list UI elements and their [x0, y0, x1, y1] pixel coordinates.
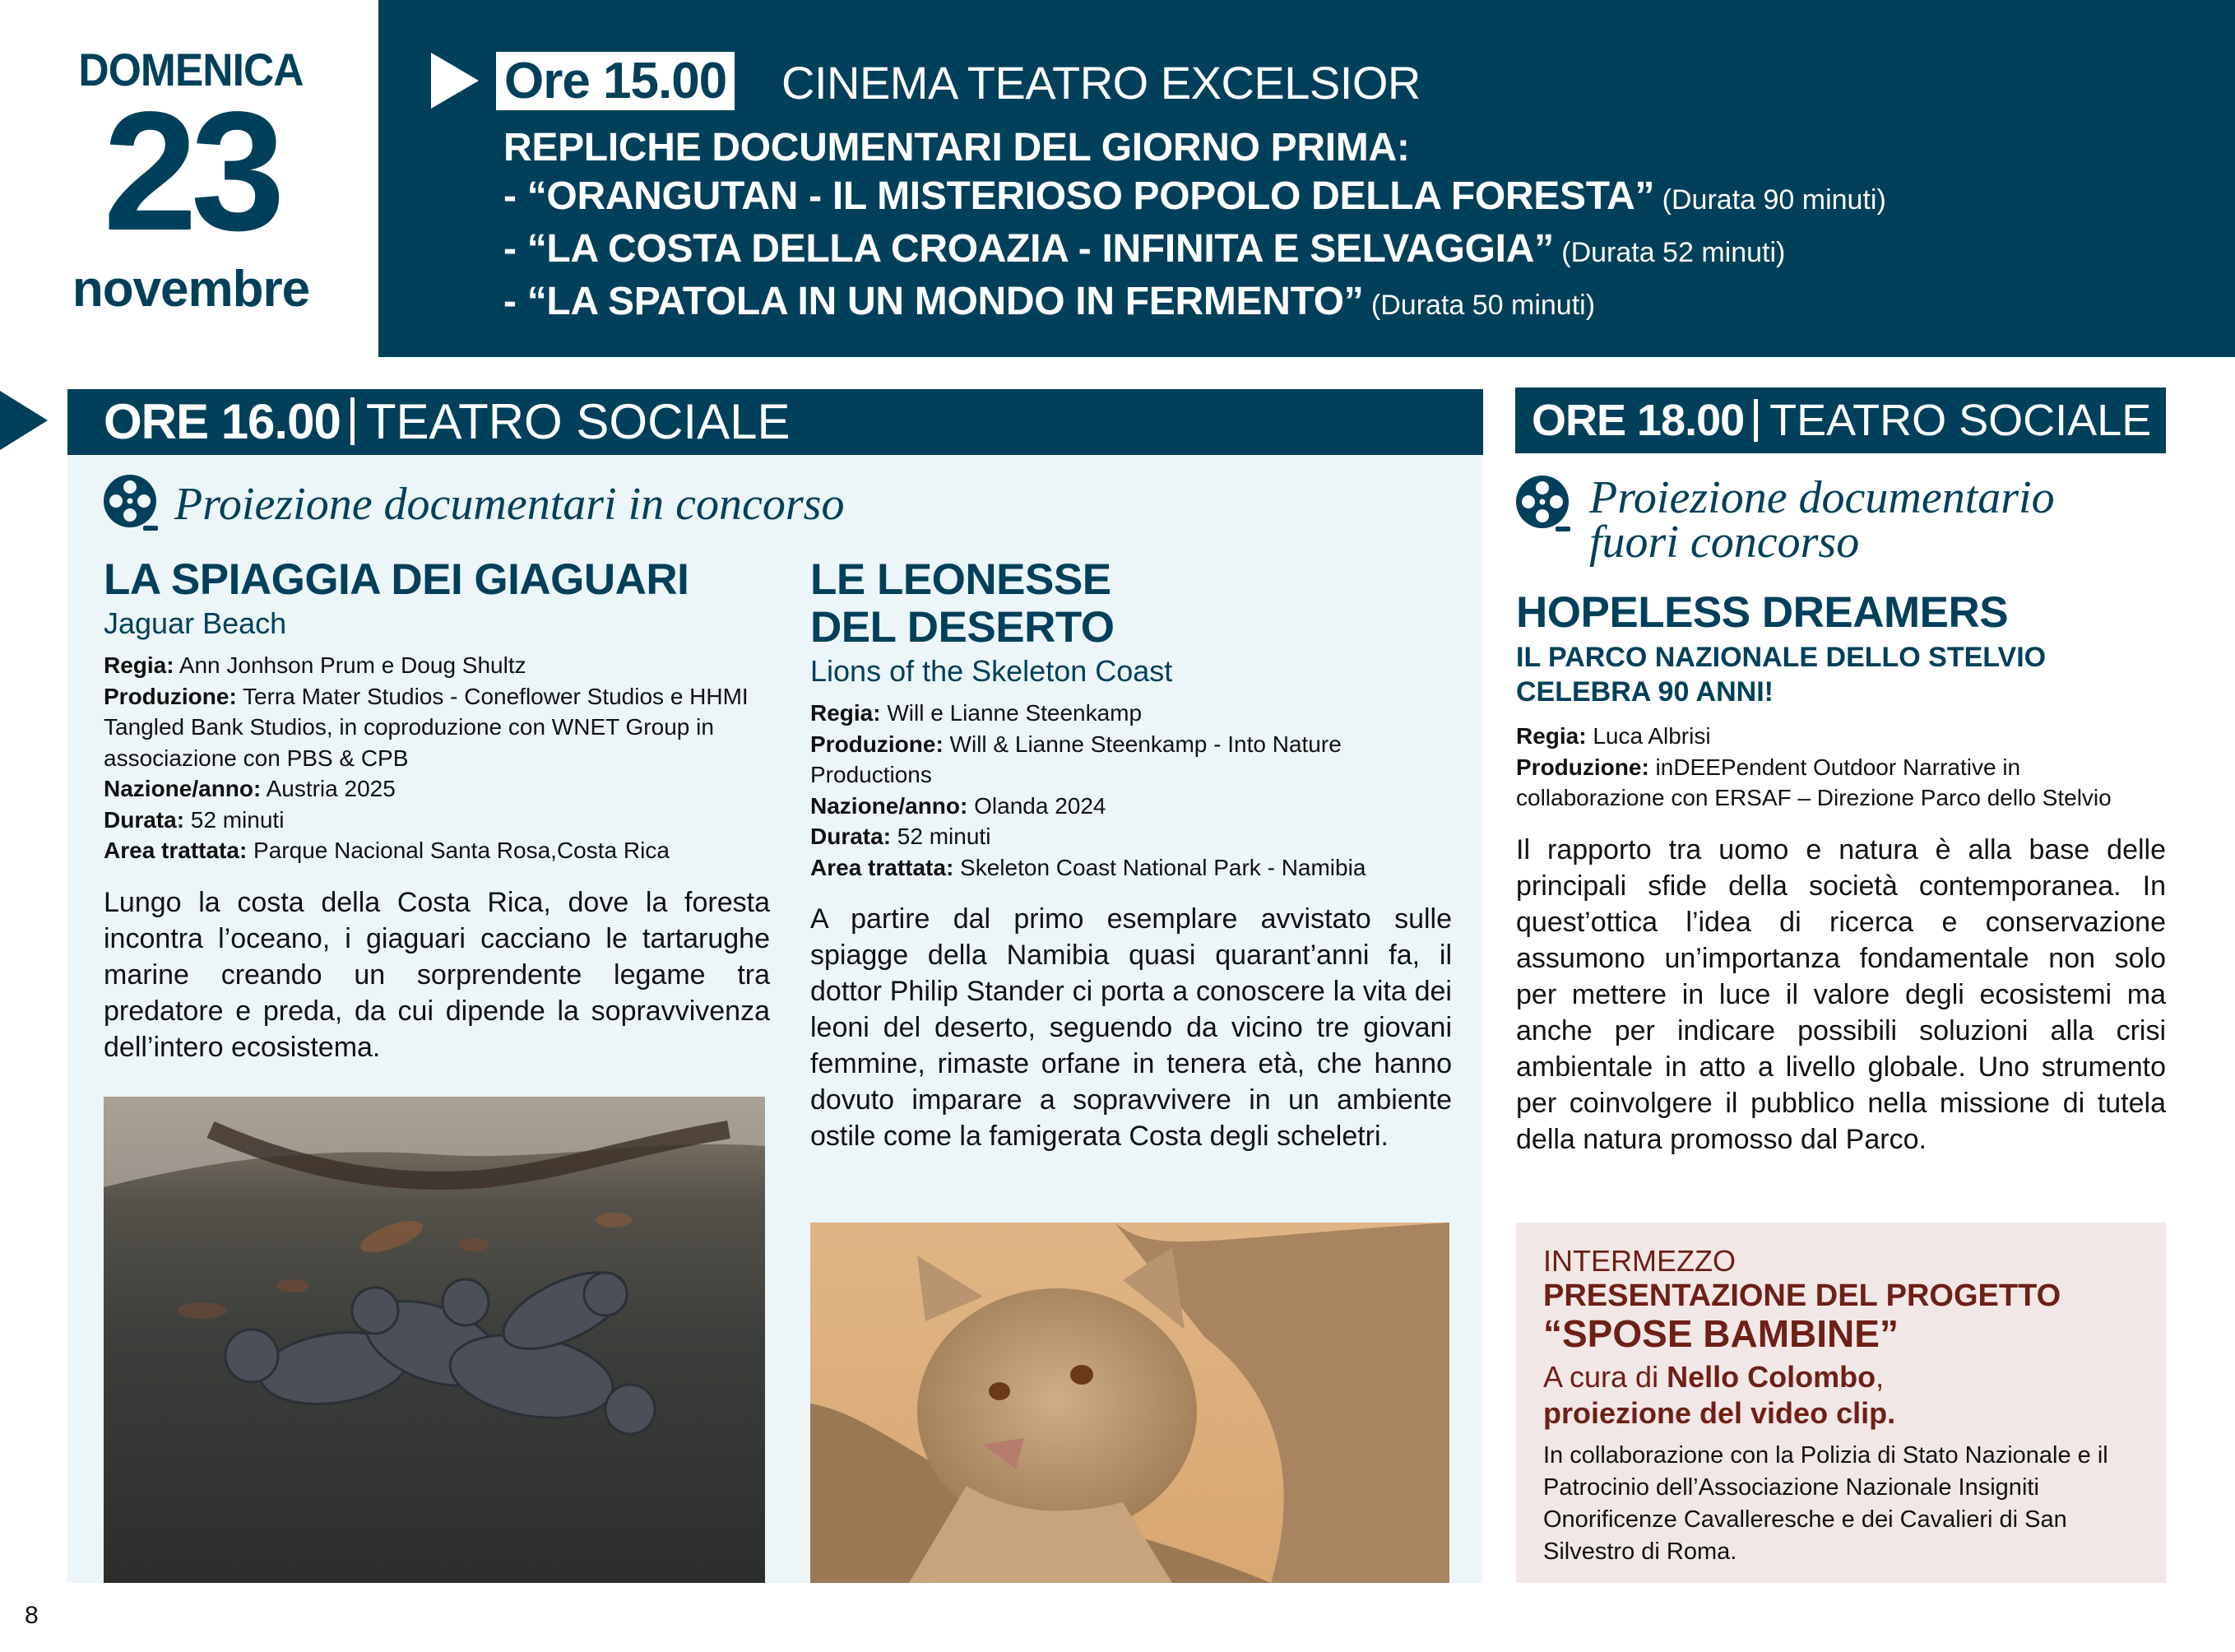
play-arrow-icon — [431, 53, 479, 109]
replay-duration: (Durata 52 minuti) — [1553, 237, 1786, 268]
meta-value: Olanda 2024 — [967, 792, 1106, 819]
film-subtitle — [1516, 640, 2166, 709]
meta-value: Parque Nacional Santa Rosa,Costa Rica — [247, 838, 670, 863]
replays-venue: CINEMA TEATRO EXCELSIOR — [781, 57, 1421, 109]
film-card-hopeless-dreamers — [1516, 589, 2166, 1158]
replay-title: ORANGUTAN - IL MISTERIOSO POPOLO DELLA FORESTA — [546, 174, 1635, 218]
film-title: HOPELESS DREAMERS — [1516, 588, 2009, 637]
turtle-hatchlings-image — [104, 1097, 765, 1583]
replay-title: LA SPATOLA IN UN MONDO IN FERMENTO — [546, 280, 1344, 323]
replay-duration: (Durata 90 minuti) — [1654, 184, 1886, 216]
film-title-line: DEL DESERTO — [810, 603, 1115, 652]
date-day-number: 23 — [103, 77, 279, 266]
meta-produzione — [104, 681, 770, 774]
meta-label: Produzione: — [810, 731, 944, 757]
category-line: Proiezione documentario — [1589, 472, 2055, 523]
film-meta — [1516, 721, 2166, 814]
meta-value: 52 minuti — [891, 824, 991, 849]
meta-value: Terra Mater Studios - Coneflower Studios e HHMI Tangled Bank Studios, in coproduzione con WNET Group in associazione con PBS & CPB — [104, 683, 749, 771]
film-reel-icon — [104, 475, 158, 531]
intermezzo-box — [1516, 1223, 2166, 1583]
meta-label: Area trattata: — [810, 854, 954, 880]
replay-item — [503, 172, 1886, 225]
meta-area — [810, 852, 1452, 884]
photo-sea-turtles — [104, 1097, 765, 1583]
divider — [1754, 399, 1758, 442]
meta-label: Produzione: — [104, 683, 237, 709]
replay-item — [503, 225, 1886, 277]
category-label: Proiezione documentari in concorso — [174, 479, 845, 530]
meta-regia — [810, 698, 1452, 729]
category-label — [1589, 472, 2055, 568]
session-time: ORE 16.00 — [104, 394, 341, 449]
meta-produzione — [1516, 752, 2166, 814]
replay-suffix: ” — [1534, 227, 1554, 271]
meta-regia — [1516, 721, 2166, 752]
subtitle-line: IL PARCO NAZIONALE DELLO STELVIO — [1516, 642, 2047, 673]
curator-name: Nello Colombo — [1667, 1360, 1876, 1394]
meta-label: Nazione/anno: — [104, 776, 262, 801]
meta-value: inDEEPendent Outdoor Narrative in collaborazione con ERSAF – Direzione Parco dello Stelvio — [1516, 754, 2112, 810]
intermezzo-title: PRESENTAZIONE DEL PROGETTO — [1543, 1278, 2061, 1313]
date-month: novembre — [72, 261, 310, 318]
replay-suffix: ” — [1343, 280, 1364, 323]
meta-area — [104, 835, 770, 866]
photo-lioness — [810, 1223, 1449, 1583]
meta-value: Will e Lianne Steenkamp — [880, 700, 1143, 726]
session-venue: TEATRO SOCIALE — [365, 394, 791, 449]
intermezzo-credits: In collaborazione con la Polizia di Stato Nazionale e il Patrocinio dell’Associazione Nazionale Insigniti Onorificenze Cavalleresche e dei Cavalieri di San Silvestro di Roma. — [1543, 1442, 2108, 1565]
film-description: Il rapporto tra uomo e natura è alla base delle principali sfide della società contemporanea. In quest’ottica l’idea di ricerca e conservazione assumono un’importanza fondamentale non solo per mettere in luce il valore degli ecosistemi ma anche per indicare possibili soluzioni alla crisi ambientale in atto a livello globale. Uno strumento per coinvolgere il pubblico nella missione di tutela della natura promosso dal Parco. — [1516, 833, 2166, 1155]
date-weekday: DOMENICA — [78, 44, 304, 95]
subtitle-text: CELEBRA — [1516, 676, 1658, 708]
replays-time: Ore 15.00 — [496, 52, 735, 110]
meta-value: Will & Lianne Steenkamp - Into Nature Productions — [810, 731, 1342, 787]
film-description: A partire dal primo esemplare avvistato sulle spiagge della Namibia quasi quarant’anni fa, il dottor Philip Stander ci porta a conoscere la vita dei leoni del deserto, seguendo da vicino tre giovani femmine, rimaste orfane in tenera età, che hanno dovuto imparare a sopravvivere in un ambiente ostile come la famigerata Costa degli scheletri. — [810, 903, 1452, 1152]
meta-nazione — [104, 773, 770, 805]
subtitle-line — [1516, 675, 2166, 709]
replay-prefix: - “ — [503, 280, 547, 323]
meta-label: Durata: — [810, 824, 892, 849]
meta-label: Nazione/anno: — [810, 792, 968, 819]
meta-value: Luca Albrisi — [1586, 723, 1711, 749]
replay-duration: (Durata 50 minuti) — [1363, 290, 1596, 321]
film-title-line: LE LEONESSE — [810, 555, 1111, 604]
film-meta — [104, 650, 770, 866]
subtitle-highlight: 90 ANNI! — [1658, 676, 1774, 708]
film-reel-icon — [1516, 476, 1570, 531]
meta-value: 52 minuti — [184, 806, 285, 833]
meta-value: Ann Jonhson Prum e Doug Shultz — [174, 652, 526, 678]
session-time: ORE 18.00 — [1532, 396, 1745, 445]
meta-label: Regia: — [1516, 723, 1587, 749]
replay-suffix: ” — [1635, 174, 1655, 218]
film-meta — [810, 698, 1452, 883]
replay-prefix: - “ — [503, 174, 547, 218]
film-subtitle: Jaguar Beach — [104, 606, 287, 640]
replay-item — [503, 277, 1886, 330]
film-card-jaguar — [104, 556, 770, 1065]
meta-durata — [104, 805, 770, 836]
intermezzo-content — [1543, 1244, 2152, 1568]
category-line: fuori concorso — [1589, 517, 1860, 568]
film-description: Lungo la costa della Costa Rica, dove la foresta incontra l’oceano, i giaguari cacciano le tartarughe marine creando un sorprendente legame tra predatore e preda, da cui dipende la sopravvivenza dell’intero ecosistema. — [104, 886, 770, 1063]
meta-label: Area trattata: — [104, 838, 248, 863]
film-card-lionesses — [810, 556, 1452, 1154]
meta-label: Produzione: — [1516, 754, 1649, 780]
meta-label: Durata: — [104, 806, 185, 833]
curator-suffix: , — [1876, 1360, 1885, 1394]
film-title: LA SPIAGGIA DEI GIAGUARI — [104, 555, 689, 604]
replay-prefix: - “ — [503, 227, 547, 271]
meta-value: Austria 2025 — [261, 776, 396, 801]
meta-durata — [810, 821, 1452, 852]
intermezzo-project: “SPOSE BAMBINE” — [1543, 1312, 1899, 1355]
page-number: 8 — [25, 1602, 39, 1629]
intermezzo-label: INTERMEZZO — [1543, 1244, 1736, 1278]
meta-label: Regia: — [104, 652, 174, 678]
film-subtitle: Lions of the Skeleton Coast — [810, 654, 1173, 688]
meta-regia — [104, 650, 770, 681]
intermezzo-clip: proiezione del video clip. — [1543, 1396, 1896, 1430]
section-arrow-icon — [0, 391, 48, 450]
replays-intro: REPLICHE DOCUMENTARI DEL GIORNO PRIMA: — [503, 126, 1410, 169]
session-1600-banner — [67, 389, 1483, 455]
session-venue: TEATRO SOCIALE — [1769, 396, 2152, 445]
intermezzo-curator — [1543, 1359, 2152, 1395]
divider — [350, 397, 355, 445]
meta-produzione — [810, 729, 1452, 791]
session-1800-banner — [1515, 387, 2166, 453]
meta-label: Regia: — [810, 700, 881, 726]
meta-nazione — [810, 791, 1452, 822]
replay-title: LA COSTA DELLA CROAZIA - INFINITA E SELVAGGIA — [546, 227, 1535, 271]
meta-value: Skeleton Coast National Park - Namibia — [953, 854, 1366, 880]
replays-list — [503, 123, 1886, 330]
lioness-image — [810, 1223, 1449, 1583]
curator-prefix: A cura di — [1543, 1360, 1667, 1394]
